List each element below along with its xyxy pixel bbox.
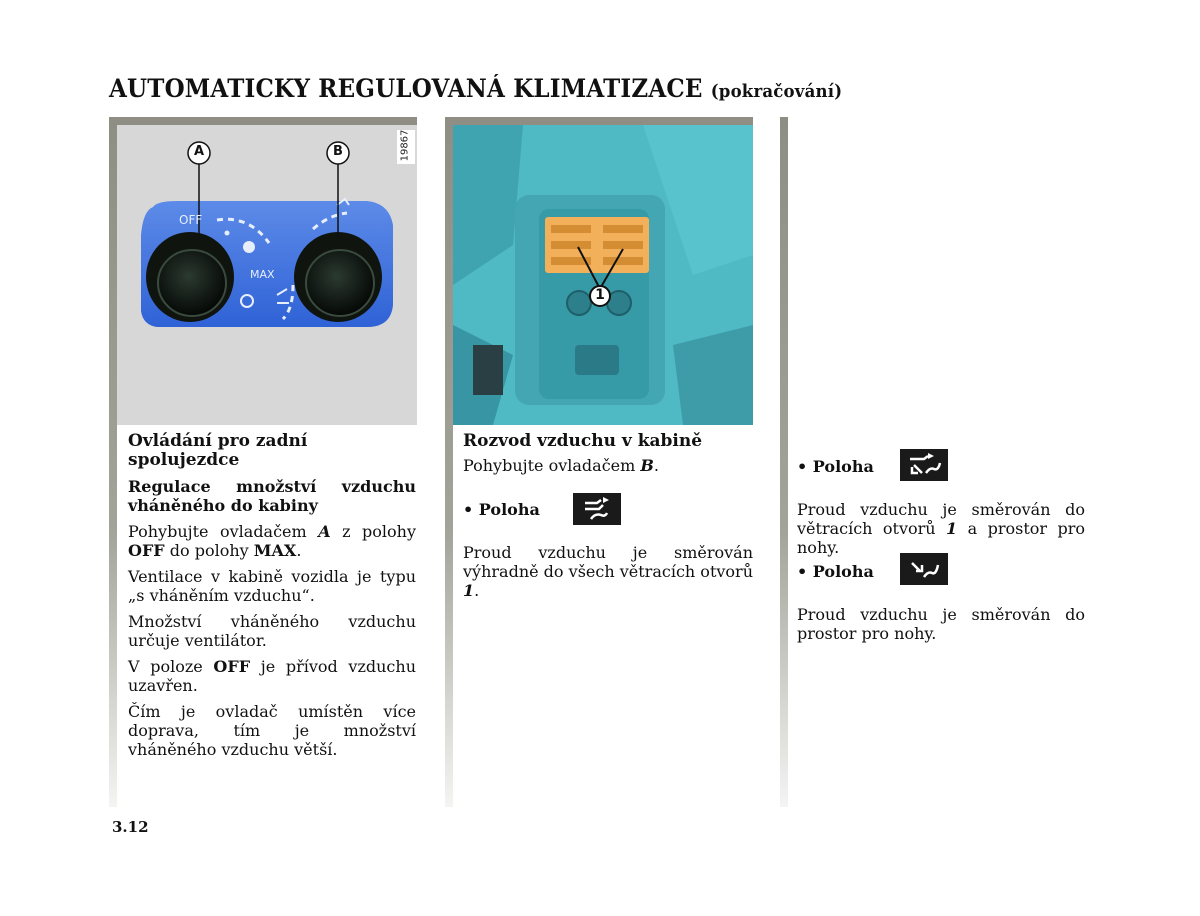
col1-p1-control-a: A	[318, 522, 331, 541]
figure-code	[397, 130, 415, 164]
col1-paragraph-1	[128, 522, 416, 560]
col1-p1-off: OFF	[128, 541, 165, 560]
col3-p1-text-c: a prostor pro nohy.	[797, 519, 1086, 557]
col1-p4-off: OFF	[213, 657, 251, 676]
col1-p4-text-a: V poloze	[128, 657, 214, 676]
col2-paragraph-1	[463, 456, 753, 475]
column-2-text	[463, 432, 753, 475]
column-1-text	[128, 432, 416, 759]
col1-heading: Ovládání pro zadní spolujezdce	[128, 431, 308, 470]
figure2-top-rule	[445, 117, 753, 125]
col3-paragraph-2: Proud vzduchu je směrován do prostor pro nohy.	[797, 605, 1085, 643]
col3-paragraph-1	[797, 500, 1085, 557]
col1-p1-text-e: do polohy	[164, 541, 254, 560]
column-rule-1	[109, 117, 117, 807]
col3-p1-vent-1: 1	[946, 519, 958, 538]
col1-paragraph-5: Čím je ovladač umístěn více doprava, tím je množství vháněného vzduchu větší.	[128, 702, 416, 759]
col1-paragraph-2: Ventilace v kabině vozidla je typu „s vháněním vzduchu“.	[128, 567, 416, 605]
column-rule-3	[780, 117, 788, 807]
col2-paragraph-2	[463, 543, 753, 600]
callout-a: A	[193, 144, 205, 159]
col1-p4-text-c: je přívod vzduchu uzavřen.	[128, 657, 416, 695]
col3-bullet-position-2: • Poloha	[797, 562, 874, 581]
page-title-main: AUTOMATICKY REGULOVANÁ KLIMATIZACE	[109, 74, 703, 103]
page-number: 3.12	[112, 818, 149, 836]
figure1-top-rule	[109, 117, 417, 125]
rear-vents-illustration	[453, 125, 753, 425]
rear-vents-figure	[453, 125, 753, 425]
col3-p1-text-a: Proud vzduchu je směrován do větracích otvorů	[797, 500, 1085, 538]
column-rule-2	[445, 117, 453, 807]
col1-p1-text-c: z polohy	[330, 522, 416, 541]
page-title-subtitle: (pokračování)	[710, 81, 843, 102]
col2-p2-vent-1: 1	[463, 581, 475, 600]
col1-p1-text-a: Pohybujte ovladačem	[128, 522, 319, 541]
col2-p2-text-c: .	[474, 581, 480, 600]
col3-bullet-position-1: • Poloha	[797, 457, 874, 476]
off-label: OFF	[179, 213, 203, 227]
vent-face-feet-icon	[900, 449, 948, 481]
figure-code-text: 19867	[399, 129, 411, 162]
col1-paragraph-3: Množství vháněného vzduchu určuje ventilátor.	[128, 612, 416, 650]
rear-controls-figure	[117, 125, 417, 425]
page-title	[109, 74, 842, 103]
col2-p1-text-a: Pohybujte ovladačem	[463, 456, 641, 475]
col1-p1-max: MAX	[253, 541, 297, 560]
col2-p1-text-c: .	[653, 456, 660, 475]
col1-subheading: Regulace množství vzduchu vháněného do kabiny	[128, 477, 416, 515]
callout-1: 1	[595, 287, 605, 303]
col1-p1-text-g: .	[296, 541, 302, 560]
max-label: MAX	[250, 268, 275, 281]
col2-bullet-position: • Poloha	[463, 500, 540, 519]
vent-face-icon	[573, 493, 621, 525]
col2-heading: Rozvod vzduchu v kabině	[463, 431, 703, 451]
callout-b: B	[333, 144, 343, 159]
vent-feet-icon	[900, 553, 948, 585]
col2-p1-control-b: B	[640, 456, 654, 475]
col2-p2-text-a: Proud vzduchu je směrován výhradně do všech větracích otvorů	[463, 543, 753, 581]
col1-paragraph-4	[128, 657, 416, 695]
